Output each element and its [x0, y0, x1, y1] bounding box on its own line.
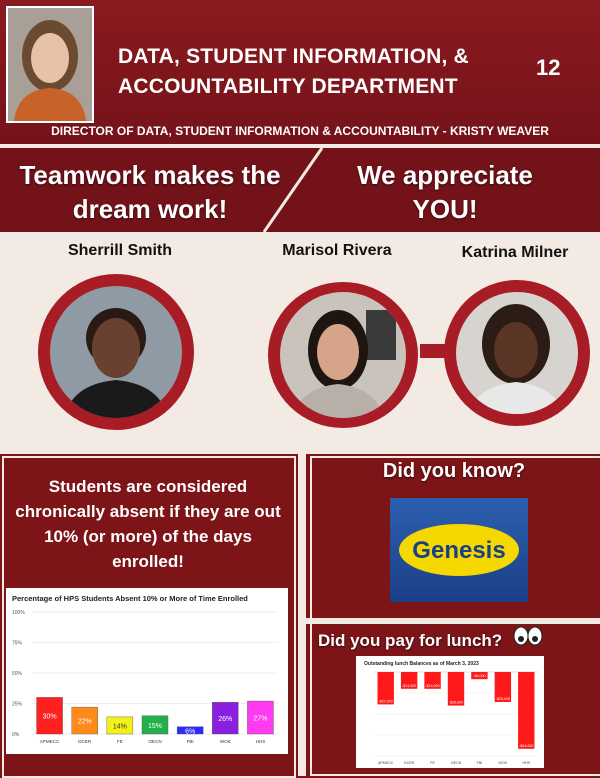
absence-info-text: Students are considered chronically absent if they are out 10% (or more) of the days enrolled!: [15, 477, 281, 571]
y-tick-label: 75%: [12, 640, 23, 647]
banner-right-line2: YOU!: [412, 194, 478, 224]
did-you-know-title: Did you know?: [382, 460, 526, 482]
genesis-logo: [390, 498, 528, 602]
page-number: 12: [536, 55, 561, 80]
bar-value-label: 27%: [253, 715, 268, 723]
divider: [298, 452, 306, 776]
staff-name-2: Marisol Rivera: [282, 242, 392, 259]
y-tick-label: 100%: [12, 610, 25, 616]
banner-right-line1: We appreciate: [357, 160, 533, 190]
lunch-bar-value-label: -$6,000: [473, 674, 486, 679]
lunch-bar-value-label: -$14,000: [425, 683, 440, 688]
banner-left-line1: Teamwork makes the: [19, 160, 281, 190]
bar-value-label: 26%: [218, 716, 233, 724]
genesis-logo-text: Genesis: [412, 537, 506, 564]
banner-left-line2: dream work!: [72, 194, 228, 224]
x-tick-label: FBI: [186, 739, 194, 744]
eyes-icon: [513, 626, 543, 646]
lunch-bar: [518, 672, 534, 749]
director-photo: [6, 6, 94, 123]
x-tick-label: FE: [116, 739, 123, 744]
bar-value-label: 6%: [185, 728, 196, 736]
lunch-chart-title: Outstanding lunch Balances as of March 3, 2023: [364, 661, 479, 667]
staff-name-3: Katrina Milner: [461, 244, 569, 261]
lunch-title: [318, 626, 543, 651]
lunch-bar-value-label: -$64,000: [519, 743, 534, 748]
bar-value-label: 15%: [147, 722, 163, 730]
lunch-chart-svg: [356, 656, 544, 768]
x-tick-label: OECN: [148, 739, 162, 744]
lunch-x-tick-label: HHS: [522, 761, 531, 765]
staff-photo-2: [280, 292, 406, 418]
header-title-line2: ACCOUNTABILITY DEPARTMENT: [118, 75, 458, 98]
lunch-x-tick-label: APMECC: [378, 761, 394, 765]
lunch-x-tick-label: WOK: [498, 761, 508, 765]
x-tick-label: WOK: [219, 739, 231, 744]
director-subtitle: DIRECTOR OF DATA, STUDENT INFORMATION & ACCOUNTABILITY - KRISTY WEAVER: [51, 124, 549, 138]
lunch-bar-value-label: -$25,000: [495, 697, 510, 701]
header-title: [118, 42, 538, 102]
bar-value-label: 14%: [112, 723, 127, 731]
chart-title: Percentage of HPS Students Absent 10% or More of Time Enrolled: [12, 594, 248, 603]
absence-chart: [6, 588, 288, 754]
x-tick-label: APMECC: [39, 739, 60, 744]
staff-name-1: Sherrill Smith: [67, 242, 173, 259]
absence-chart-svg: [6, 588, 288, 754]
banner-appreciate-text: [320, 158, 570, 226]
bar-value-label: 30%: [42, 713, 57, 721]
lunch-title-text: Did you pay for lunch?: [318, 631, 503, 650]
y-tick-label: 25%: [12, 701, 23, 708]
lunch-x-tick-label: FE: [430, 761, 435, 765]
lunch-balance-chart: [356, 656, 544, 768]
staff-photo-1: [50, 286, 182, 418]
lunch-bar-value-label: -$14,000: [402, 683, 417, 688]
y-tick-label: 0%: [12, 732, 20, 738]
lunch-bar-value-label: -$28,000: [448, 700, 464, 705]
banner-teamwork-text: [0, 158, 300, 226]
bar-value-label: 22%: [77, 718, 92, 726]
staff-photo-3: [456, 292, 578, 414]
header-title-line1: DATA, STUDENT INFORMATION, &: [118, 45, 469, 68]
lunch-bar-value-label: -$27,000: [378, 699, 393, 704]
lunch-x-tick-label: OECN: [450, 761, 462, 765]
lunch-x-tick-label: DCER: [404, 761, 415, 765]
y-tick-label: 50%: [12, 671, 23, 677]
x-tick-label: DCER: [78, 739, 92, 744]
lunch-x-tick-label: FBI: [476, 761, 483, 765]
x-tick-label: HHS: [255, 739, 266, 744]
